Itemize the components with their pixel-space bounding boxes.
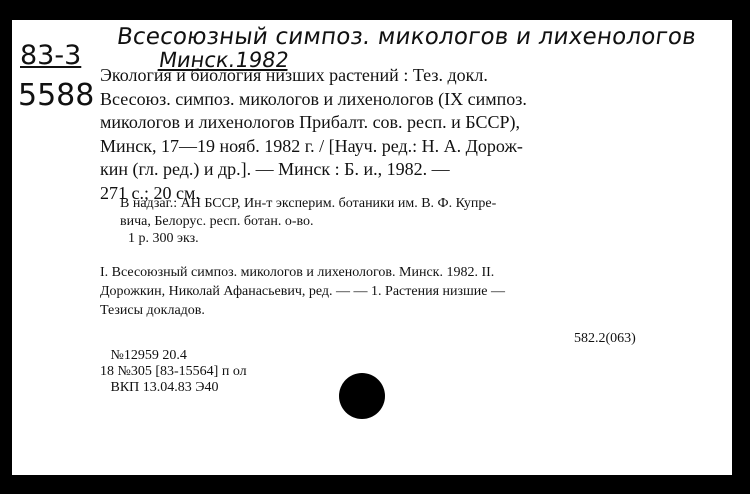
- order-line: №12959 20.4: [100, 348, 187, 363]
- description-line: Минск, 17—19 нояб. 1982 г. / [Науч. ред.: Н. А. Дорож-: [100, 135, 523, 156]
- order-info: [100, 348, 247, 396]
- handwritten-place-year: Минск.1982: [157, 48, 291, 72]
- call-number-top: 83-3: [20, 40, 82, 71]
- order-line: ВКП 13.04.83 Э40: [100, 380, 219, 395]
- bibliographic-description: [100, 64, 660, 205]
- call-number-bottom: 5588: [18, 78, 95, 113]
- subject-line: Дорожкин, Николай Афанасьевич, ред. — — 1. Растения низшие —: [100, 284, 506, 299]
- header-note: [120, 195, 496, 231]
- description-line: микологов и лихенологов Прибалт. сов. респ. и БССР),: [100, 112, 520, 132]
- order-line: 18 №305 [83-15564] п ол: [100, 364, 247, 379]
- description-line: Всесоюз. симпоз. микологов и лихенологов (IX симпоз.: [100, 88, 527, 109]
- subject-tracings: [100, 263, 660, 320]
- description-line: Экология и биология низших растений : Тез. докл.: [100, 65, 488, 85]
- udc-code: 582.2(063): [574, 331, 636, 346]
- price-and-copies: 1 р. 300 экз.: [128, 231, 199, 246]
- punch-hole: [339, 373, 385, 419]
- note-line: В надзаг.: АН БССР, Ин-т эксперим. ботаники им. В. Ф. Купре-: [120, 196, 497, 211]
- note-line: вича, Белорус. респ. ботан. о-во.: [120, 214, 314, 229]
- description-line: кин (гл. ред.) и др.]. — Минск : Б. и., 1982. —: [100, 159, 450, 179]
- subject-line: I. Всесоюзный симпоз. микологов и лихенологов. Минск. 1982. II.: [100, 265, 495, 280]
- handwritten-title: Всесоюзный симпоз. микологов и лихенологов: [115, 24, 698, 50]
- description-line: 271 с.; 20 см.: [100, 182, 200, 203]
- catalog-card: [12, 20, 732, 475]
- subject-line: Тезисы докладов.: [100, 303, 205, 318]
